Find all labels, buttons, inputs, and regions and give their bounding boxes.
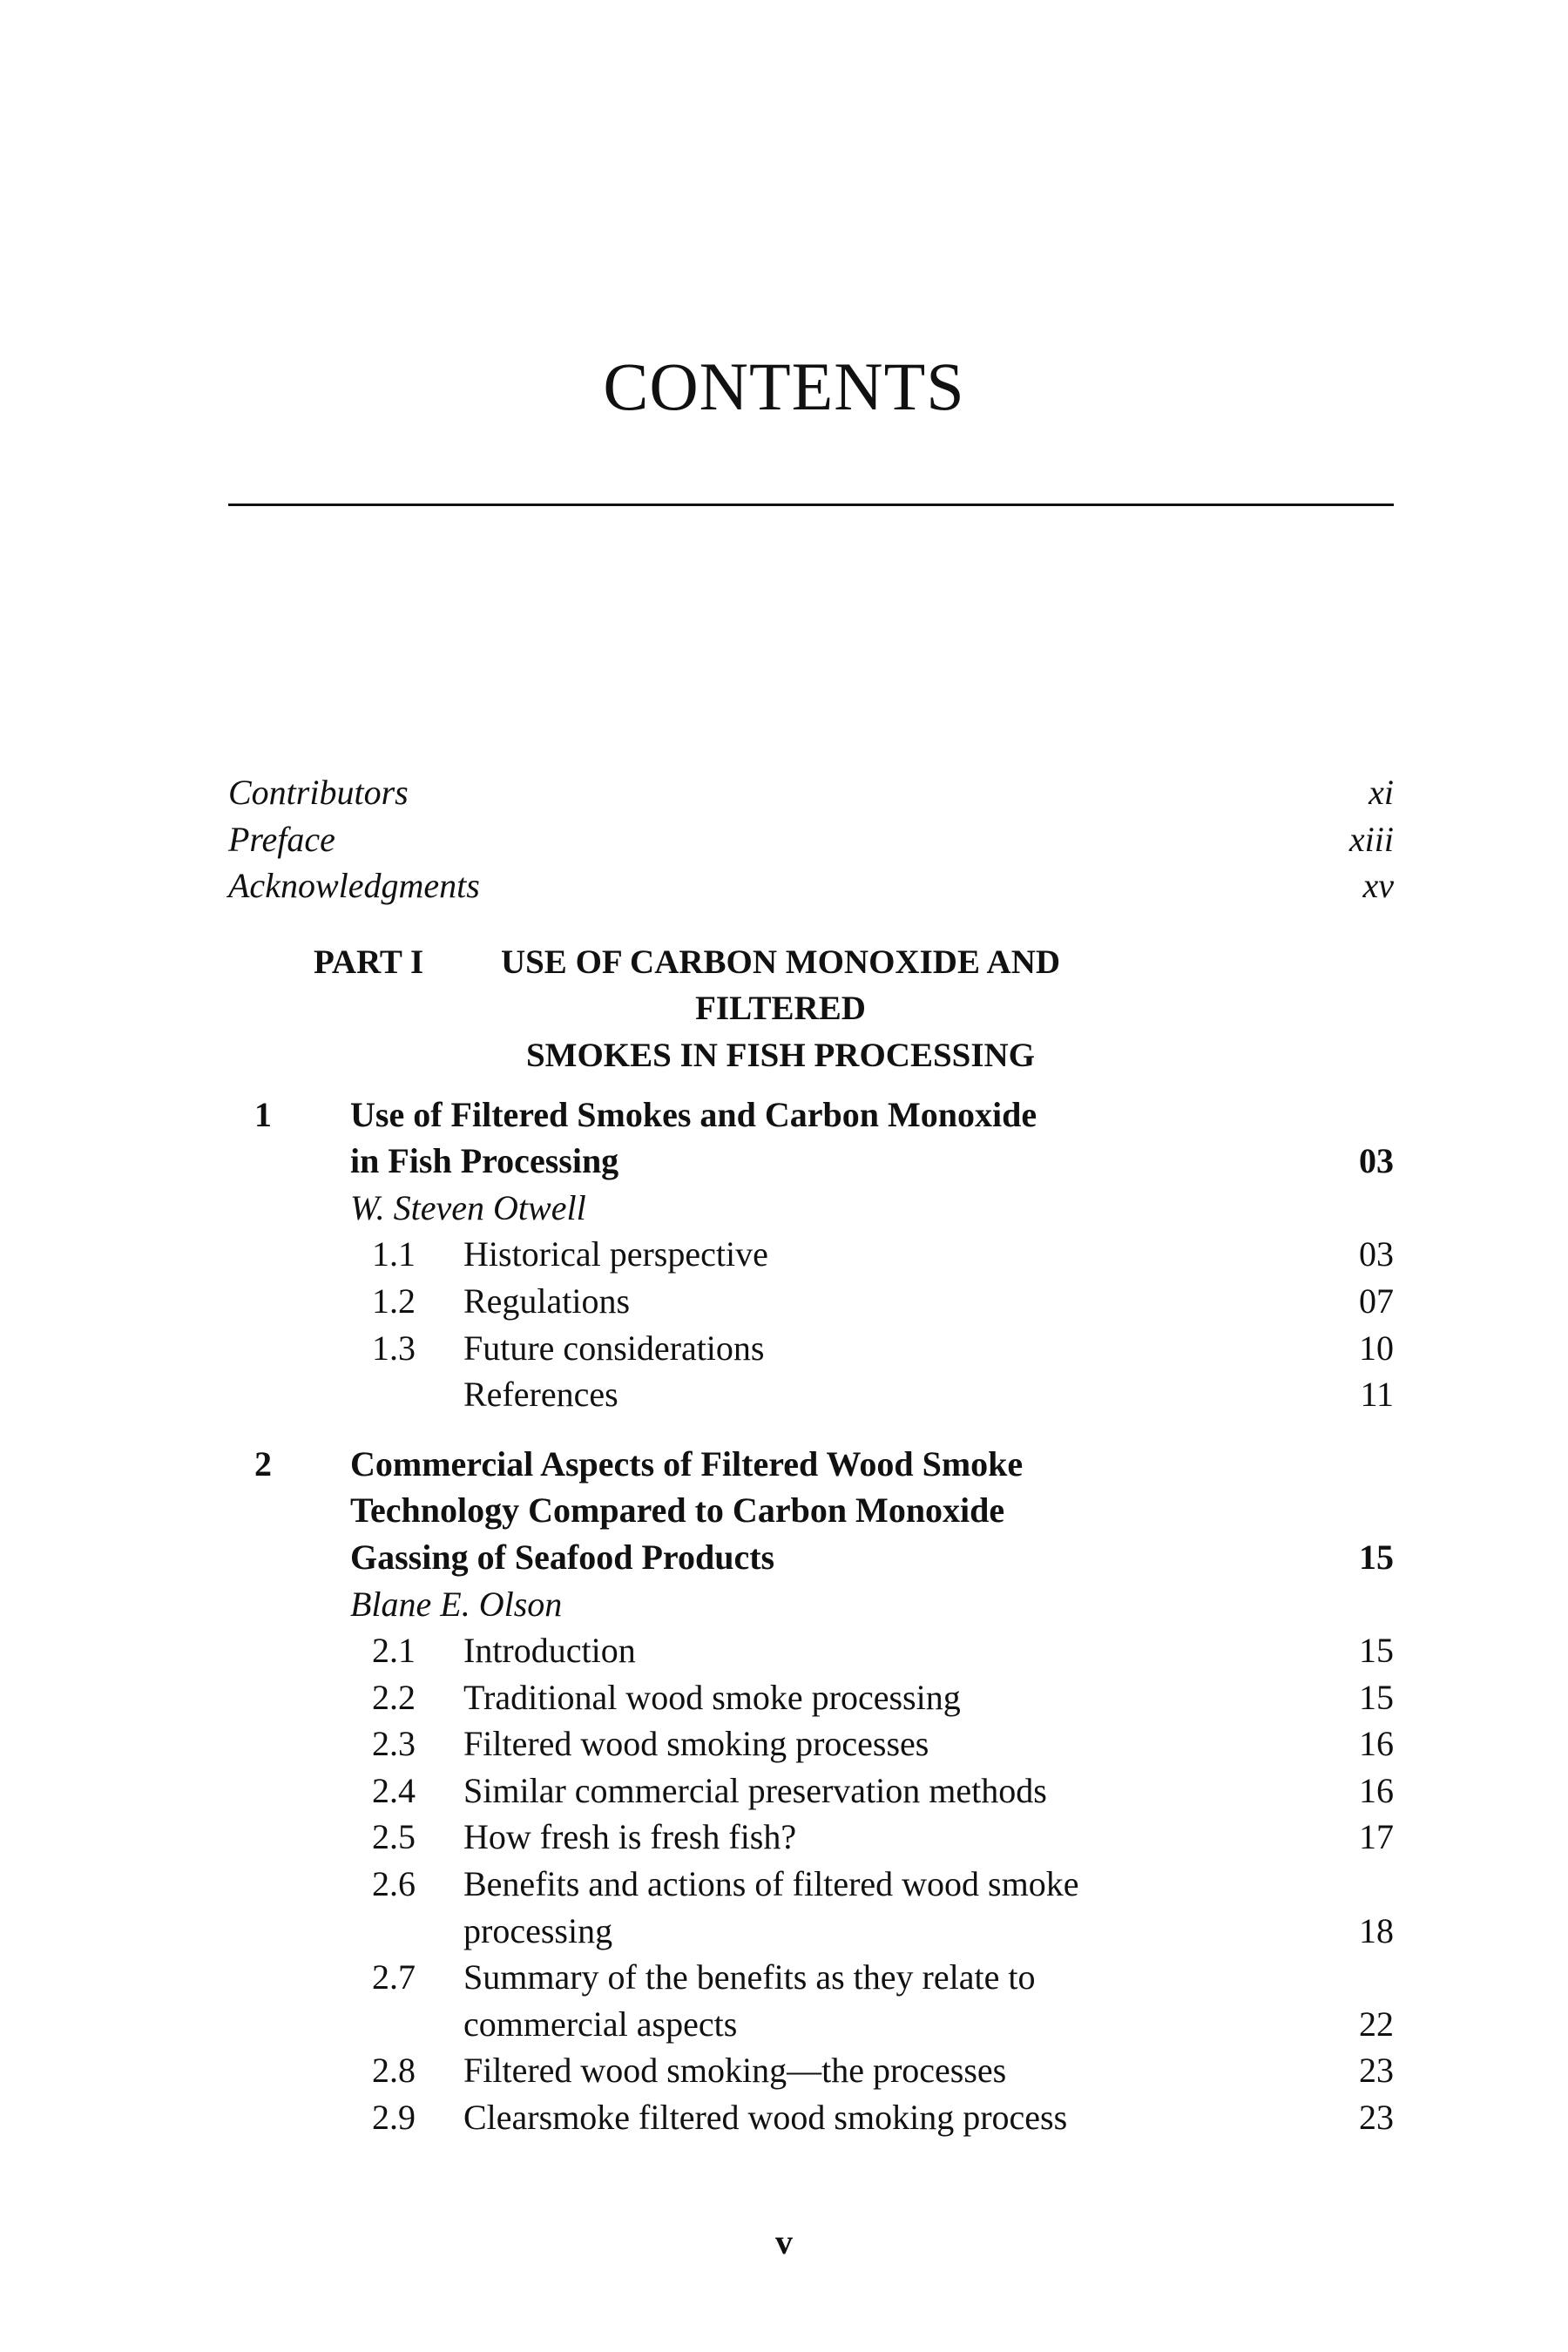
chapter-title-text: Commercial Aspects of Filtered Wood Smoke [350, 1443, 1024, 1484]
section-title-line [463, 2094, 1394, 2141]
section-title [463, 1674, 1394, 1721]
section-entry[interactable] [228, 2094, 1394, 2141]
section-entry[interactable] [228, 1720, 1394, 1767]
chapter-title-line [350, 1092, 1394, 1139]
toc-entry[interactable] [228, 769, 1394, 816]
section-entry[interactable] [228, 2047, 1394, 2094]
section-title-line [463, 2001, 1394, 2048]
section-page: 23 [1359, 2098, 1394, 2138]
chapter-author: Blane E. Olson [350, 1584, 563, 1624]
section-page: 16 [1359, 1770, 1394, 1810]
part-label: PART I [314, 943, 424, 981]
section-title-text: commercial aspects [463, 2004, 738, 2044]
section-title-text: Historical perspective [463, 1234, 768, 1274]
chapter-title-text: Technology Compared to Carbon Monoxide [350, 1490, 1005, 1531]
chapter-entry[interactable] [228, 1092, 1394, 1418]
section-title-text: Summary of the benefits as they relate to [463, 1957, 1036, 1997]
chapter-title-line [350, 1441, 1394, 1488]
section-title-text: Clearsmoke filtered wood smoking process [463, 2098, 1068, 2138]
toc-entry-page: xi [1369, 773, 1394, 812]
section-number: 1.2 [372, 1281, 416, 1321]
chapter-title-line [350, 1534, 1394, 1581]
chapter-entry[interactable] [228, 1441, 1394, 2141]
section-entry[interactable] [228, 1674, 1394, 1721]
section-title [463, 1861, 1394, 1954]
toc-entry[interactable] [228, 862, 1394, 909]
section-number: 2.1 [372, 1631, 416, 1671]
section-title-text: Traditional wood smoke processing [463, 1677, 961, 1717]
section-title-text: Filtered wood smoking—the processes [463, 2051, 1007, 2091]
section-entry[interactable] [228, 1278, 1394, 1325]
section-title-text: Filtered wood smoking processes [463, 1724, 929, 1764]
section-number: 2.9 [372, 2098, 416, 2138]
section-title-line [463, 1278, 1394, 1325]
section-title-line [463, 1767, 1394, 1815]
section-title [463, 1720, 1394, 1767]
section-entry[interactable] [228, 1627, 1394, 1674]
chapter-title-line [350, 1487, 1394, 1534]
toc-entry-label: Preface [228, 819, 335, 859]
section-title [463, 2047, 1394, 2094]
section-title-line [463, 1861, 1394, 1908]
chapter-author: W. Steven Otwell [350, 1187, 586, 1227]
chapter-list [228, 1092, 1394, 2141]
section-entry[interactable] [228, 1371, 1394, 1418]
section-entry[interactable] [228, 1954, 1394, 2047]
section-title-text: processing [463, 1910, 613, 1950]
chapter-title [350, 1092, 1394, 1185]
chapter-title-text: Gassing of Seafood Products [350, 1537, 775, 1577]
page-number: v [775, 2222, 793, 2261]
section-page: 15 [1359, 1631, 1394, 1671]
section-entry[interactable] [228, 1231, 1394, 1278]
section-entry[interactable] [228, 1814, 1394, 1861]
section-number: 2.7 [372, 1957, 416, 1997]
section-title-line [463, 1674, 1394, 1721]
toc-entry-page: xiii [1348, 819, 1394, 859]
section-title-line [463, 1231, 1394, 1278]
page-title: CONTENTS [603, 348, 965, 424]
section-number: 1.1 [372, 1234, 416, 1274]
section-title [463, 1325, 1394, 1372]
section-title-text: Benefits and actions of filtered wood smoke [463, 1864, 1079, 1904]
section-number: 2.8 [372, 2051, 416, 2091]
part-title [476, 939, 1085, 1079]
section-title-line [463, 1371, 1394, 1418]
section-number: 2.4 [372, 1770, 416, 1810]
section-entry[interactable] [228, 1767, 1394, 1815]
section-number: 2.3 [372, 1724, 416, 1764]
chapter-page: 15 [1359, 1537, 1394, 1577]
title-rule [228, 504, 1394, 506]
section-page: 17 [1359, 1817, 1394, 1857]
toc-entry-label: Contributors [228, 773, 409, 812]
section-page: 18 [1359, 1910, 1394, 1950]
section-title-line [463, 1814, 1394, 1861]
section-title-text: How fresh is fresh fish? [463, 1817, 797, 1857]
section-title [463, 2094, 1394, 2141]
chapter-number: 2 [254, 1443, 272, 1484]
section-title [463, 1627, 1394, 1674]
section-number: 2.5 [372, 1817, 416, 1857]
section-title-line [463, 1325, 1394, 1372]
chapter-number: 1 [254, 1094, 272, 1134]
section-title-text: Introduction [463, 1631, 636, 1671]
section-title-line [463, 2047, 1394, 2094]
section-title-line [463, 1954, 1394, 2001]
section-page: 11 [1360, 1375, 1394, 1415]
part-title-line: SMOKES IN FISH PROCESSING [525, 1036, 1036, 1074]
section-number: 2.6 [372, 1864, 416, 1904]
toc-entry[interactable] [228, 816, 1394, 863]
section-page: 22 [1359, 2004, 1394, 2044]
section-title [463, 1371, 1394, 1418]
toc-entry-label: Acknowledgments [228, 866, 480, 906]
section-entry[interactable] [228, 1861, 1394, 1954]
section-title [463, 1767, 1394, 1815]
table-of-contents [228, 769, 1394, 2141]
part-title-line: USE OF CARBON MONOXIDE AND FILTERED [500, 943, 1061, 1028]
chapter-page: 03 [1359, 1141, 1394, 1181]
section-page: 03 [1359, 1234, 1394, 1274]
section-page: 15 [1359, 1677, 1394, 1717]
section-title [463, 1231, 1394, 1278]
front-matter [228, 769, 1394, 909]
section-page: 10 [1359, 1328, 1394, 1368]
toc-entry-page: xv [1362, 866, 1394, 906]
section-page: 23 [1359, 2051, 1394, 2091]
section-entry[interactable] [228, 1325, 1394, 1372]
chapter-title [350, 1441, 1394, 1581]
section-number: 2.2 [372, 1677, 416, 1717]
section-title [463, 1278, 1394, 1325]
section-title-line [463, 1720, 1394, 1767]
chapter-title-text: in Fish Processing [350, 1141, 619, 1181]
section-title-line [463, 1627, 1394, 1674]
section-title [463, 1814, 1394, 1861]
section-title-text: References [463, 1375, 618, 1415]
section-page: 16 [1359, 1724, 1394, 1764]
section-title-line [463, 1908, 1394, 1955]
section-title-text: Regulations [463, 1281, 631, 1321]
section-title-text: Future considerations [463, 1328, 765, 1368]
chapter-title-line [350, 1138, 1394, 1185]
section-page: 07 [1359, 1281, 1394, 1321]
section-number: 1.3 [372, 1328, 416, 1368]
section-title-text: Similar commercial preservation methods [463, 1770, 1047, 1810]
section-title [463, 1954, 1394, 2047]
part-heading [228, 939, 1394, 1079]
chapter-title-text: Use of Filtered Smokes and Carbon Monoxide [350, 1094, 1037, 1134]
